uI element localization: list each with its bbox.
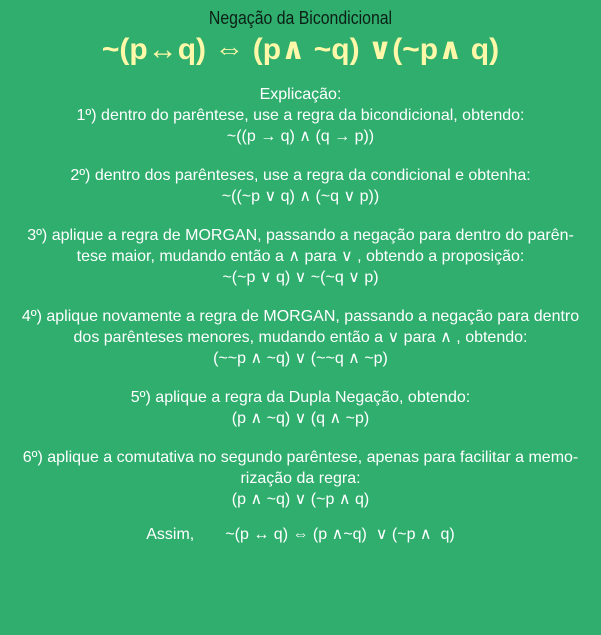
step-6 [0,447,601,510]
step-3-formula: ~(~p ∨ q) ∨ ~(~q ∨ p) [222,269,379,286]
step-2 [0,165,601,207]
step-2-formula: ~((~p ∨ q) ∧ (~q ∨ p)) [221,188,380,205]
conclusion: Assim, ~(p ↔ q) ⇔ (p ∧~q) ∨ (~p ∧ q) [146,526,455,543]
step-6-formula: (p ∧ ~q) ∨ (~p ∧ q) [231,491,370,508]
step-6-line-2: rização da regra: [240,470,361,487]
step-3-line-1: 3º) aplique a regra de MORGAN, passando a negação para dentro do parên- [27,227,574,244]
step-4-formula: (~~p ∧ ~q) ∨ (~~q ∧ ~p) [213,350,388,367]
step-4 [0,306,601,369]
explanation-header: Explicação: [259,86,342,103]
step-3-line-2: tese maior, mudando então a ∧ para ∨ , obtendo a proposição: [76,248,525,265]
step-2-line-1: 2º) dentro dos parênteses, use a regra da condicional e obtenha: [70,167,531,184]
page-title: Negação da Bicondicional [208,8,393,28]
step-4-line-2: dos parênteses menores, mudando então a ∨ para ∧ , obtendo: [73,329,528,346]
step-3 [0,225,601,288]
step-5-line-1: 5º) aplique a regra da Dupla Negação, obtendo: [130,389,471,406]
main-formula: ~(p↔q) ⇔ (p∧ ~q) ∨(~p∧ q) [101,33,500,66]
step-5-formula: (p ∧ ~q) ∨ (q ∧ ~p) [231,410,370,427]
step-1 [0,105,601,147]
step-6-line-1: 6º) aplique a comutativa no segundo parêntese, apenas para facilitar a memo- [22,449,579,466]
step-4-line-1: 4º) aplique novamente a regra de MORGAN, passando a negação para dentro [21,308,580,325]
step-5 [0,387,601,429]
step-1-formula: ~((p → q) ∧ (q → p)) [226,128,375,145]
step-1-line-1: 1º) dentro do parêntese, use a regra da bicondicional, obtendo: [76,107,525,124]
